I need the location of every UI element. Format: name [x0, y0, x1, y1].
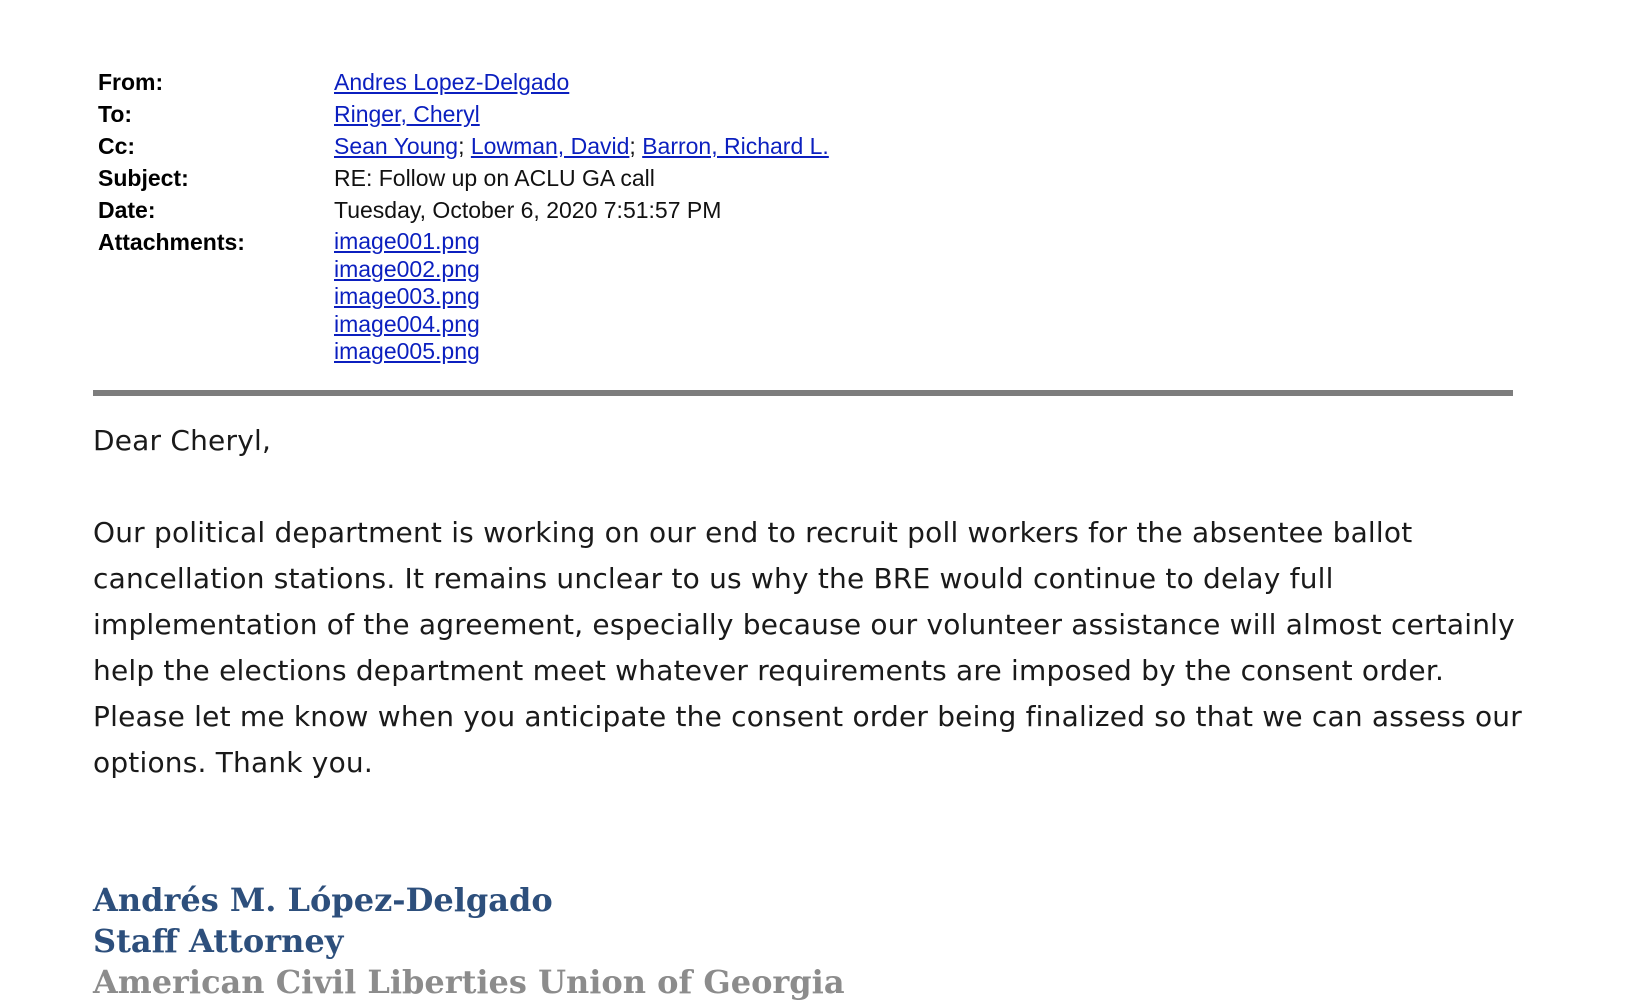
date-row: [98, 194, 1518, 226]
greeting: Dear Cheryl,: [93, 424, 272, 457]
cc-link-barron-richard[interactable]: Barron, Richard L.: [642, 133, 829, 159]
attachments-label: Attachments:: [98, 229, 245, 255]
date-value: Tuesday, October 6, 2020 7:51:57 PM: [334, 197, 722, 223]
attachment-link[interactable]: image003.png: [334, 283, 480, 309]
email-body: [93, 418, 1523, 786]
signature-name: Andrés M. López-Delgado: [93, 881, 553, 919]
to-link[interactable]: Ringer, Cheryl: [334, 101, 480, 127]
subject-value: RE: Follow up on ACLU GA call: [334, 165, 655, 191]
cc-row: [98, 130, 1518, 162]
subject-label: Subject:: [98, 165, 189, 191]
email-signature: [93, 880, 845, 1003]
to-label: To:: [98, 101, 133, 127]
cc-label: Cc:: [98, 133, 136, 159]
attachment-link[interactable]: image002.png: [334, 255, 480, 282]
cc-separator: ;: [629, 133, 636, 159]
cc-separator: ;: [458, 133, 465, 159]
from-label: From:: [98, 69, 164, 95]
date-label: Date:: [98, 197, 156, 223]
from-link[interactable]: Andres Lopez-Delgado: [334, 69, 570, 95]
signature-organization: American Civil Liberties Union of Georgia: [93, 963, 845, 1001]
attachments-row: [98, 226, 1518, 366]
attachment-link[interactable]: image005.png: [334, 338, 480, 364]
header-divider: [93, 390, 1513, 396]
email-header: [98, 66, 1518, 366]
body-paragraph: Our political department is working on our end to recruit poll workers for the absentee ballot cancellation stations. It remains unclear to us why the BRE would continue to delay full implementation of the agreement, especially because our volunteer assistance will almost certainly help the elections department meet whatever requirements are imposed by the consent order. Please let me know when you anticipate the consent order being finalized so that we can assess our options. Thank you.: [93, 516, 1522, 779]
cc-link-lowman-david[interactable]: Lowman, David: [470, 133, 630, 159]
signature-title: Staff Attorney: [93, 922, 344, 960]
attachments-list: [334, 228, 1518, 366]
from-row: [98, 66, 1518, 98]
cc-link-sean-young[interactable]: Sean Young: [334, 133, 459, 159]
to-row: [98, 98, 1518, 130]
subject-row: [98, 162, 1518, 194]
attachment-link[interactable]: image001.png: [334, 228, 480, 254]
attachment-link[interactable]: image004.png: [334, 310, 480, 337]
